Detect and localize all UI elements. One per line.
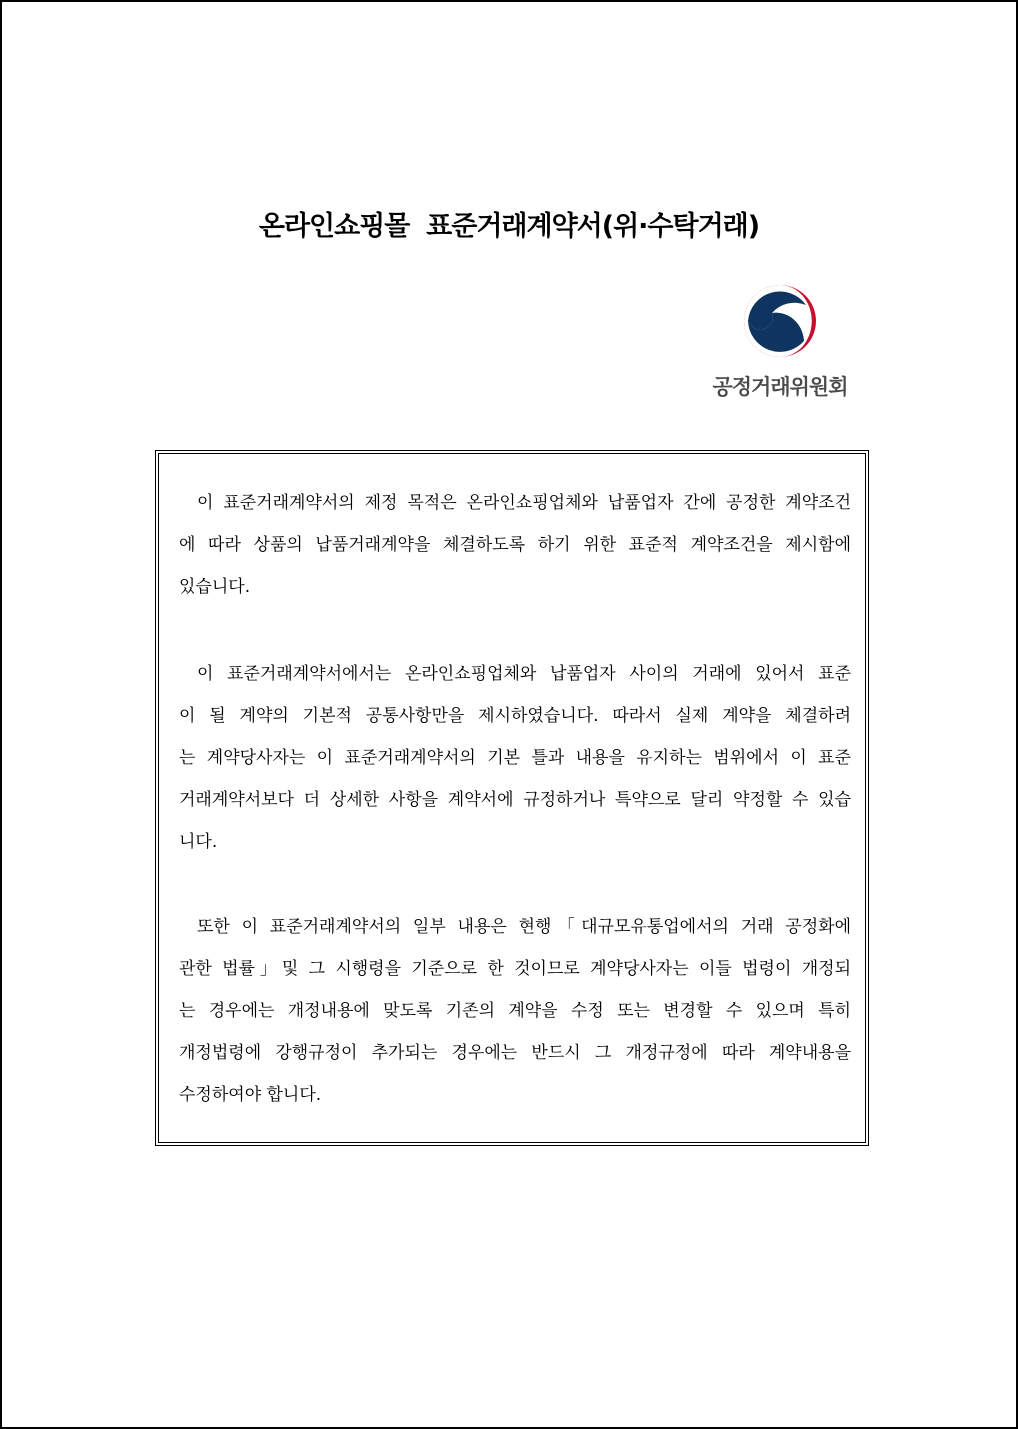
paragraph-3 [179,906,851,1116]
text-line: 관한 법률」및 그 시행령을 기준으로 한 것이므로 계약당사자는 이들 법령이 개정되 [179,959,851,979]
text-line: 는 경우에는 개정내용에 맞도록 기존의 계약을 수정 또는 변경할 수 있으며 특히 [179,1001,851,1021]
text-line: 이 될 계약의 기본적 공통사항만을 제시하였습니다. 따라서 실제 계약을 체결하려 [179,706,851,726]
ftc-logo [700,283,860,403]
text-line: 있습니다. [179,577,251,597]
text-line: 니다. [179,832,218,852]
text-line: 이 표준거래계약서에서는 온라인쇼핑업체와 납품업자 사이의 거래에 있어서 표준 [197,664,851,684]
text-line: 에 따라 상품의 납품거래계약을 체결하도록 하기 위한 표준적 계약조건을 제시함에 [179,535,851,555]
taegeuk-emblem-icon [742,283,818,359]
text-line: 또한 이 표준거래계약서의 일부 내용은 현행「대규모유통업에서의 거래 공정화에 [197,917,851,937]
text-line: 수정하여야 합니다. [179,1085,322,1105]
org-name: 공정거래위원회 [712,375,848,399]
text-line: 거래계약서보다 더 상세한 사항을 계약서에 규정하거나 특약으로 달리 약정할 수 있습 [179,790,851,810]
paragraph-1 [179,482,851,608]
paragraph-2 [179,653,851,863]
document-title: 온라인쇼핑몰 표준거래계약서(위·수탁거래) [258,211,760,242]
text-line: 이 표준거래계약서의 제정 목적은 온라인쇼핑업체와 납품업자 간에 공정한 계약조건 [197,493,851,513]
notice-box [155,450,869,1146]
text-line: 는 계약당사자는 이 표준거래계약서의 기본 틀과 내용을 유지하는 범위에서 이 표준 [179,748,851,768]
text-line: 개정법령에 강행규정이 추가되는 경우에는 반드시 그 개정규정에 따라 계약내용을 [179,1043,851,1063]
